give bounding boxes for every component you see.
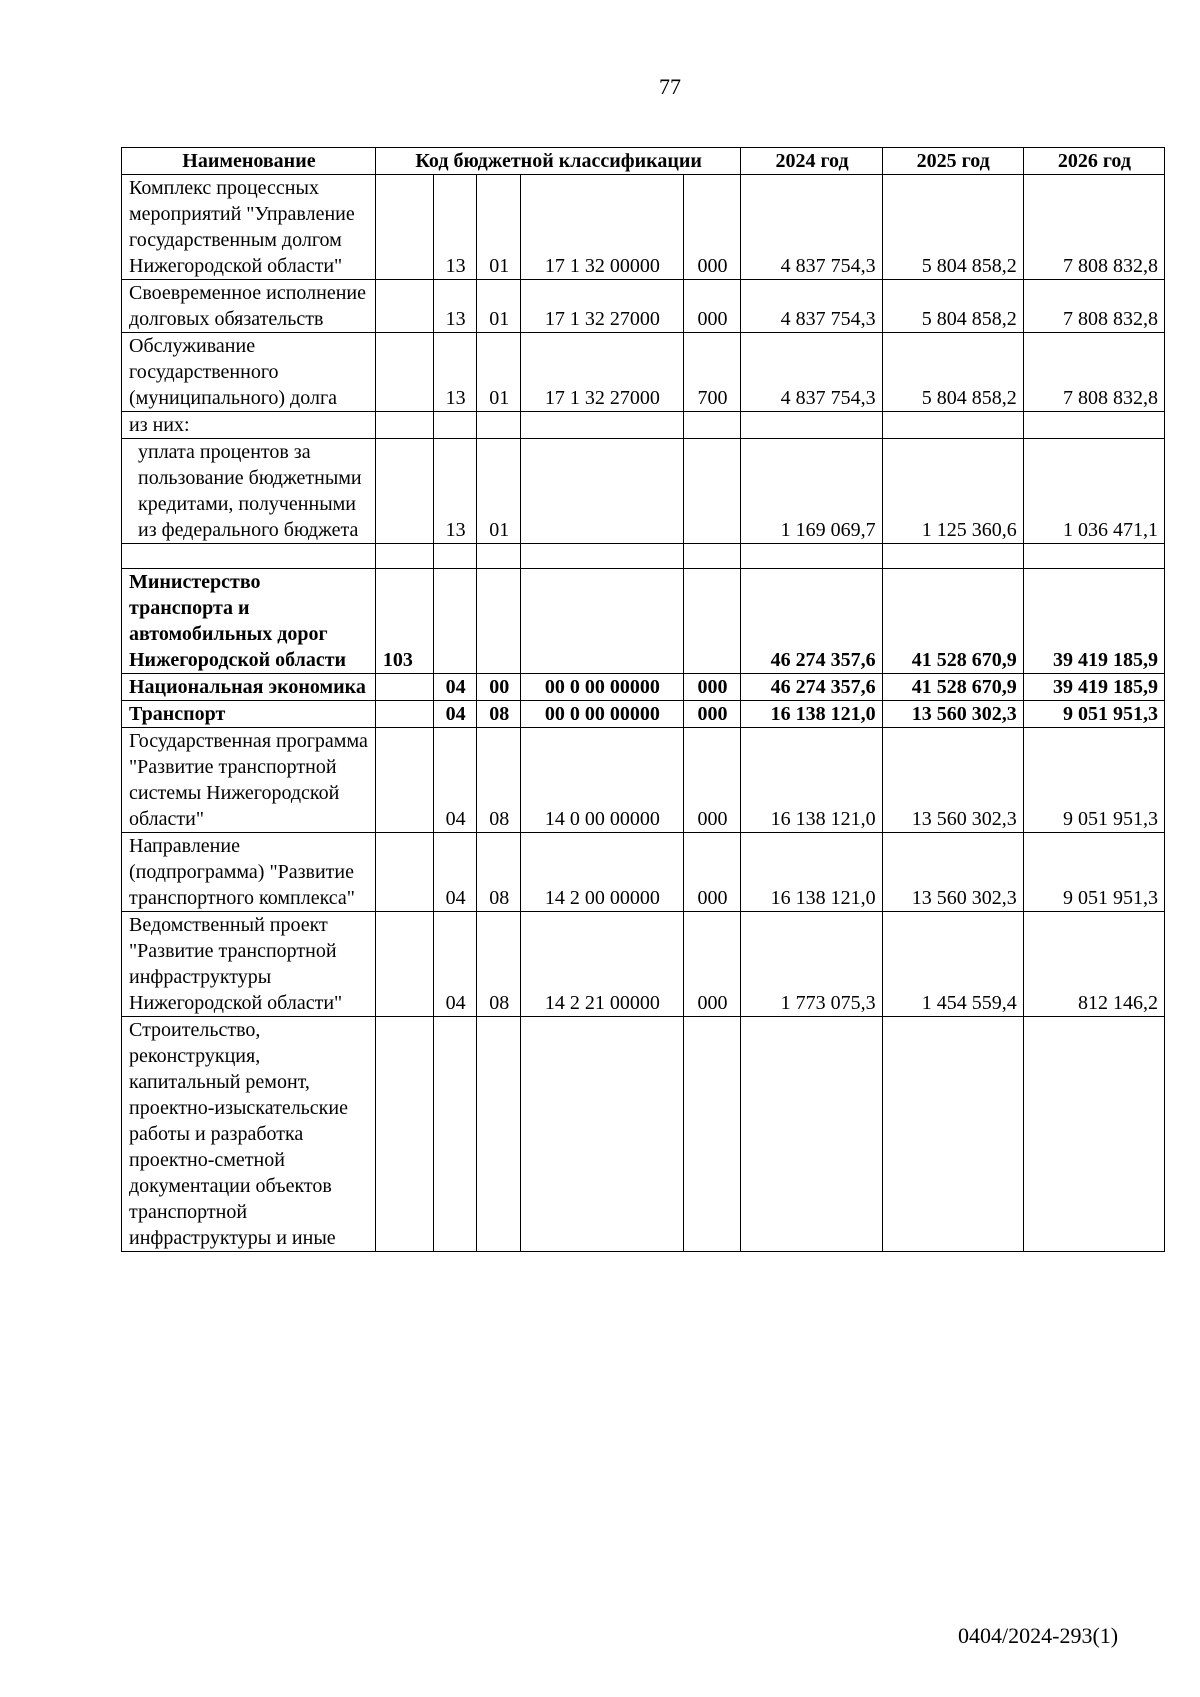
row-2026: 9 051 951,3: [1023, 833, 1164, 912]
row-vr: [683, 1017, 741, 1252]
row-vr: 000: [683, 701, 741, 728]
row-name: из них:: [122, 412, 376, 439]
header-code: Код бюджетной классификации: [375, 148, 741, 175]
row-name: Комплекс процессных мероприятий "Управление государственным долгом Нижегородской области": [122, 175, 376, 280]
row-rz: 04: [433, 701, 477, 728]
table-row: [122, 569, 1165, 674]
row-2024: 4 837 754,3: [741, 175, 882, 280]
row-2025: 1 125 360,6: [882, 439, 1023, 544]
row-vr: 000: [683, 833, 741, 912]
row-2026: 812 146,2: [1023, 912, 1164, 1017]
row-2024: 1 773 075,3: [741, 912, 882, 1017]
row-gr: 103: [375, 569, 433, 674]
table-row: [122, 544, 1165, 569]
row-pr: 00: [477, 674, 521, 701]
row-csr: 00 0 00 00000: [521, 701, 683, 728]
row-gr: [375, 701, 433, 728]
row-gr: [375, 833, 433, 912]
row-2026: 7 808 832,8: [1023, 333, 1164, 412]
header-2026: 2026 год: [1023, 148, 1164, 175]
row-pr: 08: [477, 728, 521, 833]
row-2024: 1 169 069,7: [741, 439, 882, 544]
row-2025: [882, 544, 1023, 569]
row-2024: 46 274 357,6: [741, 569, 882, 674]
row-gr: [375, 280, 433, 333]
row-pr: 01: [477, 333, 521, 412]
row-gr: [375, 439, 433, 544]
table-row: [122, 701, 1165, 728]
row-csr: 00 0 00 00000: [521, 674, 683, 701]
budget-table: [121, 147, 1165, 1252]
row-pr: [477, 1017, 521, 1252]
table-row: [122, 412, 1165, 439]
row-2024: 4 837 754,3: [741, 280, 882, 333]
header-2024: 2024 год: [741, 148, 882, 175]
row-gr: [375, 674, 433, 701]
row-rz: 04: [433, 674, 477, 701]
row-2026: 7 808 832,8: [1023, 175, 1164, 280]
row-2026: 39 419 185,9: [1023, 569, 1164, 674]
row-pr: 08: [477, 701, 521, 728]
row-gr: [375, 728, 433, 833]
row-gr: [375, 412, 433, 439]
row-rz: 13: [433, 439, 477, 544]
row-vr: 000: [683, 912, 741, 1017]
row-csr: 14 0 00 00000: [521, 728, 683, 833]
row-name: Министерство транспорта и автомобильных дорог Нижегородской области: [122, 569, 376, 674]
row-csr: [521, 1017, 683, 1252]
table-row: [122, 1017, 1165, 1252]
row-name: [122, 544, 376, 569]
row-2025: [882, 412, 1023, 439]
row-rz: [433, 1017, 477, 1252]
page-number: 77: [659, 74, 681, 99]
row-2026: [1023, 412, 1164, 439]
table-row: [122, 280, 1165, 333]
table-row: [122, 175, 1165, 280]
row-gr: [375, 333, 433, 412]
row-vr: 000: [683, 175, 741, 280]
row-vr: 000: [683, 280, 741, 333]
row-pr: [477, 569, 521, 674]
row-vr: 000: [683, 674, 741, 701]
row-rz: 13: [433, 175, 477, 280]
table-row: [122, 728, 1165, 833]
header-2025: 2025 год: [882, 148, 1023, 175]
row-2026: [1023, 544, 1164, 569]
row-csr: [521, 569, 683, 674]
row-csr: [521, 544, 683, 569]
row-name: Направление (подпрограмма) "Развитие транспортного комплекса": [122, 833, 376, 912]
row-pr: [477, 544, 521, 569]
row-2025: [882, 1017, 1023, 1252]
row-pr: 08: [477, 833, 521, 912]
row-pr: 01: [477, 175, 521, 280]
row-2025: 13 560 302,3: [882, 833, 1023, 912]
row-vr: [683, 569, 741, 674]
row-vr: [683, 544, 741, 569]
row-name: Транспорт: [122, 701, 376, 728]
table-row: [122, 833, 1165, 912]
row-csr: 17 1 32 27000: [521, 333, 683, 412]
row-name: Обслуживание государственного (муниципального) долга: [122, 333, 376, 412]
row-gr: [375, 544, 433, 569]
row-2024: 16 138 121,0: [741, 728, 882, 833]
row-pr: 01: [477, 439, 521, 544]
row-vr: [683, 439, 741, 544]
row-name: Строительство, реконструкция, капитальный ремонт, проектно-изыскательские работы и разработка проектно-сметной документации объектов транспортной инфраструктуры и иные: [122, 1017, 376, 1252]
row-2025: 13 560 302,3: [882, 728, 1023, 833]
row-2025: 1 454 559,4: [882, 912, 1023, 1017]
table-row: [122, 912, 1165, 1017]
row-2025: 13 560 302,3: [882, 701, 1023, 728]
table-header-row: [122, 148, 1165, 175]
row-2024: 16 138 121,0: [741, 701, 882, 728]
table-row: [122, 674, 1165, 701]
row-name: уплата процентов за пользование бюджетными кредитами, полученными из федерального бюджета: [122, 439, 376, 544]
row-2025: 5 804 858,2: [882, 280, 1023, 333]
row-pr: 01: [477, 280, 521, 333]
row-gr: [375, 175, 433, 280]
row-2026: 39 419 185,9: [1023, 674, 1164, 701]
row-2026: [1023, 1017, 1164, 1252]
row-rz: [433, 544, 477, 569]
row-2024: [741, 544, 882, 569]
row-2025: 41 528 670,9: [882, 674, 1023, 701]
row-pr: [477, 412, 521, 439]
row-vr: 700: [683, 333, 741, 412]
document-number: 0404/2024-293(1): [958, 1623, 1119, 1648]
row-csr: [521, 439, 683, 544]
row-gr: [375, 912, 433, 1017]
row-2025: 5 804 858,2: [882, 333, 1023, 412]
row-csr: [521, 412, 683, 439]
row-csr: 17 1 32 27000: [521, 280, 683, 333]
row-rz: 04: [433, 728, 477, 833]
row-2026: 1 036 471,1: [1023, 439, 1164, 544]
row-gr: [375, 1017, 433, 1252]
row-2024: [741, 412, 882, 439]
row-rz: 04: [433, 912, 477, 1017]
row-name: Государственная программа "Развитие транспортной системы Нижегородской области": [122, 728, 376, 833]
header-name: Наименование: [122, 148, 376, 175]
row-csr: 17 1 32 00000: [521, 175, 683, 280]
row-2026: 9 051 951,3: [1023, 701, 1164, 728]
row-name: Ведомственный проект "Развитие транспортной инфраструктуры Нижегородской области": [122, 912, 376, 1017]
row-rz: 13: [433, 280, 477, 333]
table-row: [122, 439, 1165, 544]
row-rz: 13: [433, 333, 477, 412]
row-pr: 08: [477, 912, 521, 1017]
table-row: [122, 333, 1165, 412]
row-2024: 46 274 357,6: [741, 674, 882, 701]
row-2025: 5 804 858,2: [882, 175, 1023, 280]
row-2025: 41 528 670,9: [882, 569, 1023, 674]
row-rz: [433, 569, 477, 674]
row-vr: 000: [683, 728, 741, 833]
row-name: Своевременное исполнение долговых обязательств: [122, 280, 376, 333]
row-rz: [433, 412, 477, 439]
row-2024: 4 837 754,3: [741, 333, 882, 412]
row-vr: [683, 412, 741, 439]
row-csr: 14 2 21 00000: [521, 912, 683, 1017]
row-csr: 14 2 00 00000: [521, 833, 683, 912]
row-2024: 16 138 121,0: [741, 833, 882, 912]
row-2026: 7 808 832,8: [1023, 280, 1164, 333]
row-2026: 9 051 951,3: [1023, 728, 1164, 833]
row-rz: 04: [433, 833, 477, 912]
row-2024: [741, 1017, 882, 1252]
row-name: Национальная экономика: [122, 674, 376, 701]
